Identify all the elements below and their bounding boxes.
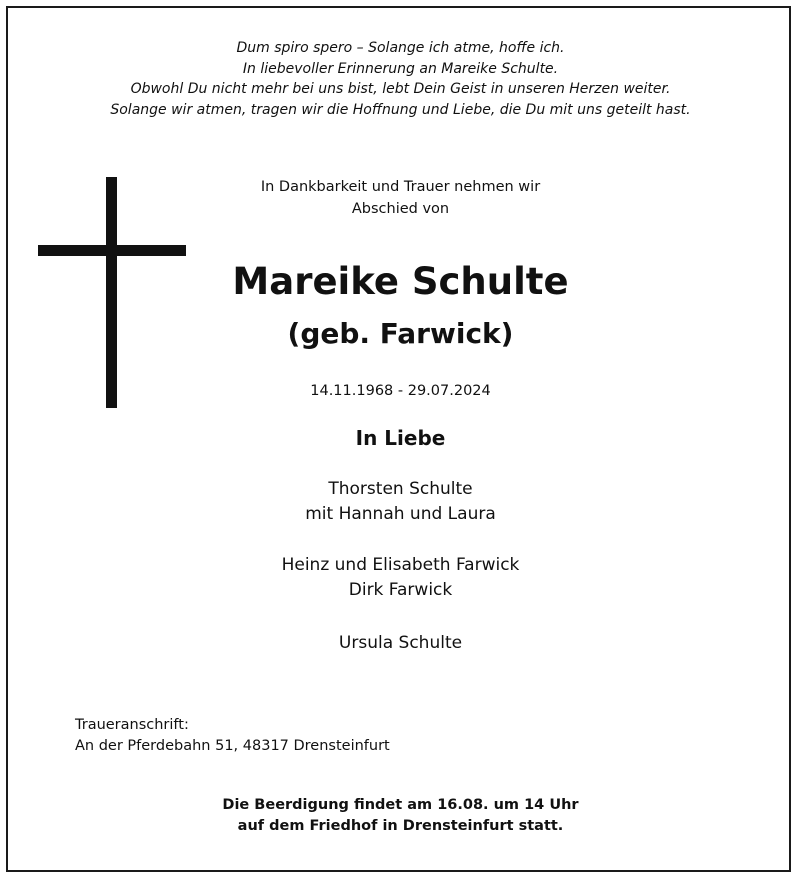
quote-line: Obwohl Du nicht mehr bei uns bist, lebt Dein Geist in unseren Herzen weiter. [130, 81, 671, 97]
farewell-intro [8, 176, 793, 220]
mourner-line: Dirk Farwick [348, 580, 453, 600]
in-love-heading: In Liebe [355, 426, 446, 450]
address-label: Traueranschrift: [75, 717, 189, 733]
mourner-line: Heinz und Elisabeth Farwick [281, 555, 520, 575]
mourning-address [75, 715, 390, 757]
mourner-group [8, 631, 793, 656]
memorial-quote [8, 38, 793, 120]
mourner-group [8, 477, 793, 527]
life-dates: 14.11.1968 - 29.07.2024 [310, 383, 491, 399]
obituary-card [6, 6, 791, 872]
quote-line: Solange wir atmen, tragen wir die Hoffnung und Liebe, die Du mit uns geteilt hast. [110, 101, 691, 118]
funeral-line: auf dem Friedhof in Drensteinfurt statt. [237, 818, 564, 834]
cross-horizontal-bar [38, 245, 186, 256]
mourner-line: Ursula Schulte [338, 633, 463, 653]
quote-line: Dum spiro spero – Solange ich atme, hoffe ich. [236, 40, 565, 56]
mourner-line: Thorsten Schulte [328, 479, 473, 499]
intro-line: In Dankbarkeit und Trauer nehmen wir [260, 179, 541, 195]
address-line: An der Pferdebahn 51, 48317 Drensteinfurt [75, 738, 390, 754]
funeral-notice [8, 795, 793, 837]
funeral-line: Die Beerdigung findet am 16.08. um 14 Uhr [222, 797, 579, 813]
mourner-line: mit Hannah und Laura [305, 504, 496, 524]
mourner-group [8, 553, 793, 603]
maiden-name: (geb. Farwick) [287, 317, 514, 350]
intro-line: Abschied von [351, 201, 450, 217]
quote-line: In liebevoller Erinnerung an Mareike Schulte. [242, 60, 559, 77]
deceased-name: Mareike Schulte [232, 260, 569, 303]
